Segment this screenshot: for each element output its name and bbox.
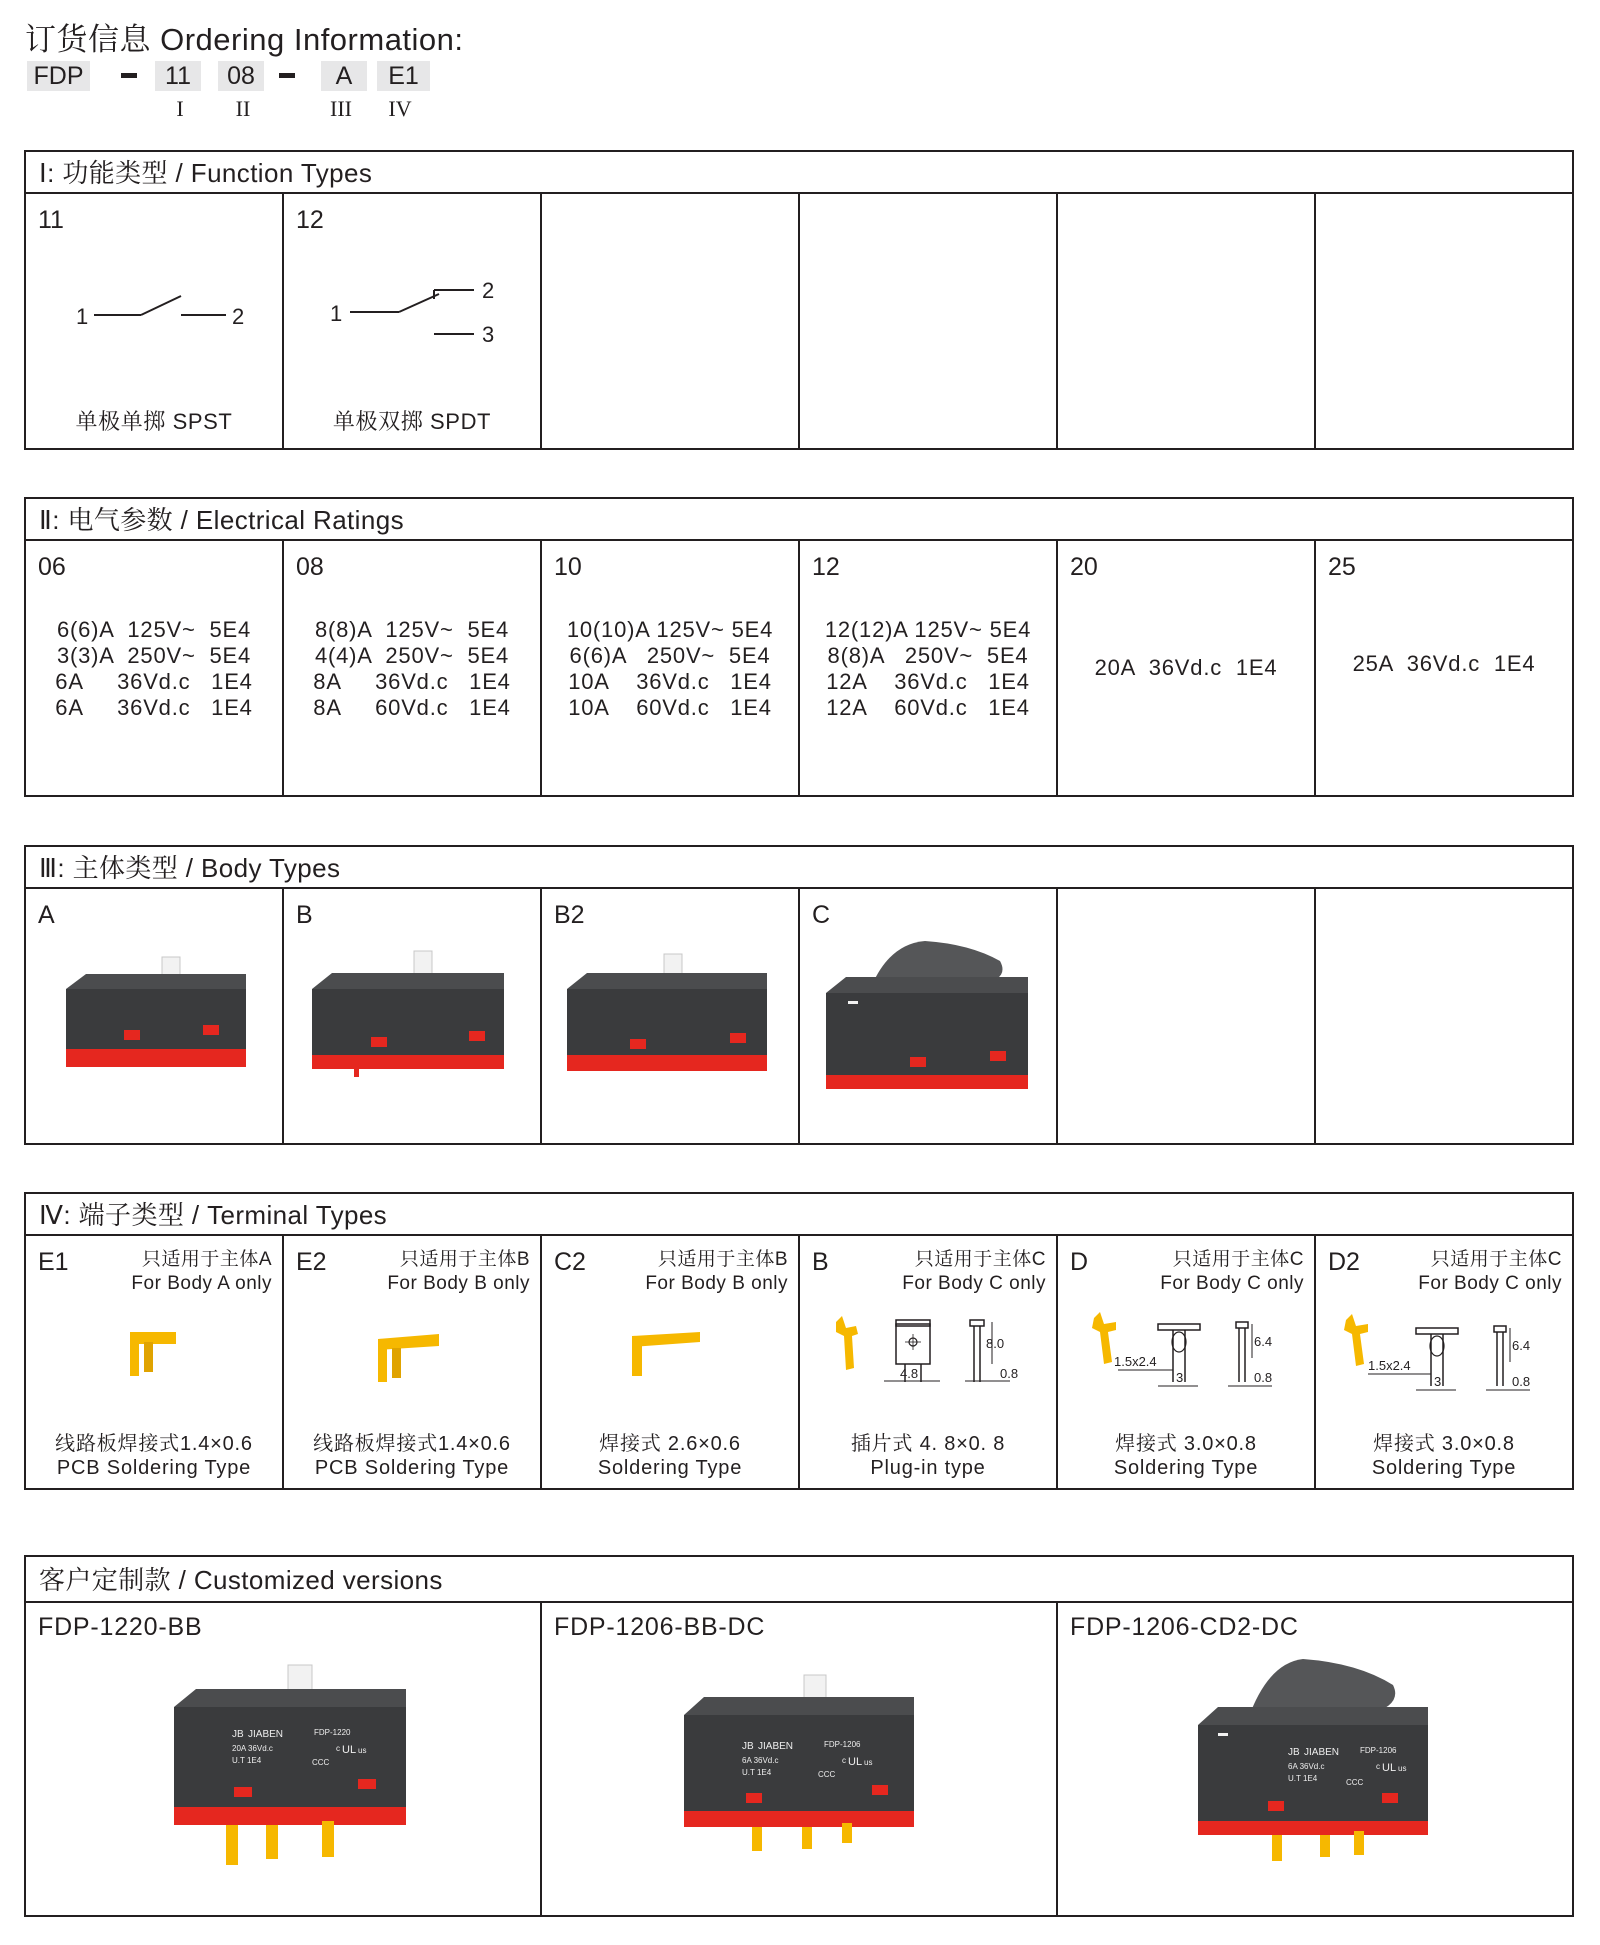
rating-values: 10(10)A 125V~ 5E4 6(6)A 250V~ 5E4 10A 36Vd.c 1E4 10A 60Vd.c 1E4 (566, 617, 774, 720)
terminal-cell (26, 1236, 284, 1488)
body-cell (284, 889, 542, 1143)
rating-cell (800, 541, 1058, 795)
terminal-note: 只适用于主体C For Body C only (1418, 1249, 1562, 1294)
section-heading: Ⅲ: 主体类型 / Body Types (26, 847, 1572, 889)
rating-values: 6(6)A 125V~ 5E4 3(3)A 250V~ 5E4 6A 36Vd.c 1E4 6A 36Vd.c 1E4 (55, 617, 253, 720)
custom-model-title: FDP-1206-BB-DC (554, 1613, 766, 1641)
terminal-cell (800, 1236, 1058, 1488)
terminal-code: D (1070, 1248, 1089, 1276)
custom-cell (542, 1603, 1058, 1915)
terminal-code: C2 (554, 1248, 586, 1276)
terminal-code: E2 (296, 1248, 327, 1276)
custom-model-title: FDP-1206-CD2-DC (1070, 1613, 1299, 1641)
terminal-note: 只适用于主体C For Body C only (902, 1249, 1046, 1294)
rating-cell (1316, 541, 1572, 795)
terminal-label: 焊接式 2.6×0.6 Soldering Type (597, 1433, 743, 1479)
rating-values: 20A 36Vd.c 1E4 (1094, 655, 1278, 680)
terminal-label: 插片式 4. 8×0. 8 Plug-in type (850, 1433, 1006, 1479)
rating-code: 08 (296, 553, 324, 581)
svg-text:0.8: 0.8 (1254, 1370, 1273, 1385)
code-function: 11 (155, 61, 201, 91)
svg-text:JIABEN: JIABEN (248, 1729, 284, 1740)
custom-model-title: FDP-1220-BB (38, 1613, 203, 1641)
svg-text:CCC: CCC (818, 1770, 836, 1779)
svg-text:JIABEN: JIABEN (758, 1741, 794, 1752)
svg-text:us: us (864, 1758, 873, 1767)
function-types-section (24, 150, 1574, 450)
body-a-image (26, 889, 282, 1143)
roman-3: III (330, 96, 352, 121)
rating-code: 12 (812, 553, 840, 581)
body-code: B2 (554, 901, 585, 929)
spst-schematic-icon (26, 194, 282, 424)
terminal-label: 焊接式 3.0×0.8 Soldering Type (1113, 1433, 1259, 1479)
svg-text:6A 36Vd.c: 6A 36Vd.c (1288, 1762, 1325, 1771)
pin-label: 3 (482, 322, 495, 347)
function-label: 单极单掷 SPST (75, 409, 233, 434)
rating-values: 12(12)A 125V~ 5E4 8(8)A 250V~ 5E4 12A 36Vd.c 1E4 12A 60Vd.c 1E4 (824, 617, 1032, 720)
terminal-types-section (24, 1192, 1574, 1490)
svg-text:c: c (842, 1756, 846, 1765)
svg-text:us: us (358, 1746, 367, 1755)
pin-label: 1 (330, 301, 343, 326)
rating-values: 25A 36Vd.c 1E4 (1352, 651, 1536, 676)
body-c-image (800, 889, 1056, 1143)
section-heading: Ⅱ: 电气参数 / Electrical Ratings (26, 499, 1572, 541)
ordering-title: 订货信息 Ordering Information: (25, 22, 464, 57)
terminal-note: 只适用于主体B For Body B only (387, 1249, 530, 1294)
svg-text:UL: UL (342, 1744, 357, 1756)
empty-cell (1316, 889, 1572, 1143)
terminal-label: 线路板焊接式1.4×0.6 PCB Soldering Type (313, 1433, 511, 1479)
rating-code: 06 (38, 553, 66, 581)
rating-cell (26, 541, 284, 795)
svg-text:CCC: CCC (1346, 1778, 1364, 1787)
svg-text:20A 36Vd.c: 20A 36Vd.c (232, 1744, 273, 1753)
rating-code: 20 (1070, 553, 1098, 581)
body-types-section (24, 845, 1574, 1145)
electrical-ratings-section (24, 497, 1574, 797)
body-b2-image (542, 889, 798, 1143)
code-body: A (321, 61, 367, 91)
function-cell (26, 194, 284, 448)
body-cell (800, 889, 1058, 1143)
terminal-cell (1316, 1236, 1572, 1488)
code-series: FDP (27, 61, 90, 91)
svg-text:FDP-1206: FDP-1206 (824, 1740, 861, 1749)
terminal-note: 只适用于主体A For Body A only (131, 1249, 272, 1294)
svg-text:U.T 1E4: U.T 1E4 (1288, 1774, 1318, 1783)
svg-text:0.8: 0.8 (1000, 1366, 1019, 1381)
empty-cell (542, 194, 800, 448)
terminal-label: 焊接式 3.0×0.8 Soldering Type (1371, 1433, 1517, 1479)
svg-text:1.5x2.4: 1.5x2.4 (1368, 1358, 1411, 1373)
svg-text:8.0: 8.0 (986, 1336, 1005, 1351)
svg-text:JB: JB (232, 1729, 244, 1740)
svg-text:U.T 1E4: U.T 1E4 (742, 1768, 772, 1777)
pin-label: 1 (76, 304, 89, 329)
rating-code: 25 (1328, 553, 1356, 581)
section-heading: Ⅰ: 功能类型 / Function Types (26, 152, 1572, 194)
rating-cell (1058, 541, 1316, 795)
svg-text:UL: UL (1382, 1762, 1397, 1774)
section-heading: 客户定制款 / Customized versions (26, 1557, 1572, 1603)
terminal-cell (1058, 1236, 1316, 1488)
body-cell (542, 889, 800, 1143)
svg-text:FDP-1206: FDP-1206 (1360, 1746, 1397, 1755)
roman-2: II (235, 96, 251, 121)
body-b-image (284, 889, 540, 1143)
empty-cell (1058, 194, 1316, 448)
empty-cell (1058, 889, 1316, 1143)
rating-cell (284, 541, 542, 795)
function-code: 12 (296, 206, 324, 234)
svg-text:0.8: 0.8 (1512, 1374, 1531, 1389)
svg-text:JB: JB (742, 1741, 754, 1752)
roman-1: I (176, 96, 184, 121)
terminal-label: 线路板焊接式1.4×0.6 PCB Soldering Type (55, 1433, 253, 1479)
pin-label: 2 (232, 304, 245, 329)
code-dash (279, 73, 295, 78)
function-code: 11 (38, 206, 64, 234)
terminal-note: 只适用于主体B For Body B only (645, 1249, 788, 1294)
terminal-note: 只适用于主体C For Body C only (1160, 1249, 1304, 1294)
svg-text:JIABEN: JIABEN (1304, 1747, 1340, 1758)
custom-1206-bb-dc-image (542, 1603, 1056, 1917)
body-code: A (38, 901, 55, 929)
svg-text:UL: UL (848, 1756, 863, 1768)
terminal-code: E1 (38, 1248, 69, 1276)
terminal-code: D2 (1328, 1248, 1360, 1276)
custom-1206-cd2-dc-image (1058, 1603, 1572, 1917)
terminal-code: B (812, 1248, 829, 1276)
function-label: 单极双掷 SPDT (332, 409, 492, 434)
body-cell (26, 889, 284, 1143)
svg-text:c: c (336, 1744, 340, 1753)
svg-text:us: us (1398, 1764, 1407, 1773)
code-dash (121, 73, 137, 78)
code-rating: 08 (218, 61, 264, 91)
empty-cell (800, 194, 1058, 448)
spdt-schematic-icon (284, 194, 540, 424)
svg-text:3: 3 (1176, 1370, 1184, 1385)
rating-values: 8(8)A 125V~ 5E4 4(4)A 250V~ 5E4 8A 36Vd.c 1E4 8A 60Vd.c 1E4 (313, 617, 511, 720)
rating-code: 10 (554, 553, 582, 581)
svg-text:JB: JB (1288, 1747, 1300, 1758)
svg-text:1.5x2.4: 1.5x2.4 (1114, 1354, 1157, 1369)
terminal-cell (284, 1236, 542, 1488)
code-terminal: E1 (377, 61, 430, 91)
svg-text:U.T 1E4: U.T 1E4 (232, 1756, 262, 1765)
body-code: B (296, 901, 313, 929)
terminal-cell (542, 1236, 800, 1488)
section-heading: Ⅳ: 端子类型 / Terminal Types (26, 1194, 1572, 1236)
svg-text:6.4: 6.4 (1254, 1334, 1273, 1349)
svg-text:3: 3 (1434, 1374, 1442, 1389)
svg-text:FDP-1220: FDP-1220 (314, 1728, 351, 1737)
svg-text:c: c (1376, 1762, 1380, 1771)
empty-cell (1316, 194, 1572, 448)
custom-cell (1058, 1603, 1572, 1915)
roman-4: IV (388, 96, 412, 121)
body-code: C (812, 901, 831, 929)
svg-text:4.8: 4.8 (900, 1366, 919, 1381)
custom-cell (26, 1603, 542, 1915)
rating-cell (542, 541, 800, 795)
svg-text:6A 36Vd.c: 6A 36Vd.c (742, 1756, 779, 1765)
svg-text:6.4: 6.4 (1512, 1338, 1531, 1353)
custom-1220-bb-image (26, 1603, 540, 1917)
customized-section (24, 1555, 1574, 1917)
svg-text:CCC: CCC (312, 1758, 330, 1767)
pin-label: 2 (482, 278, 495, 303)
function-cell (284, 194, 542, 448)
